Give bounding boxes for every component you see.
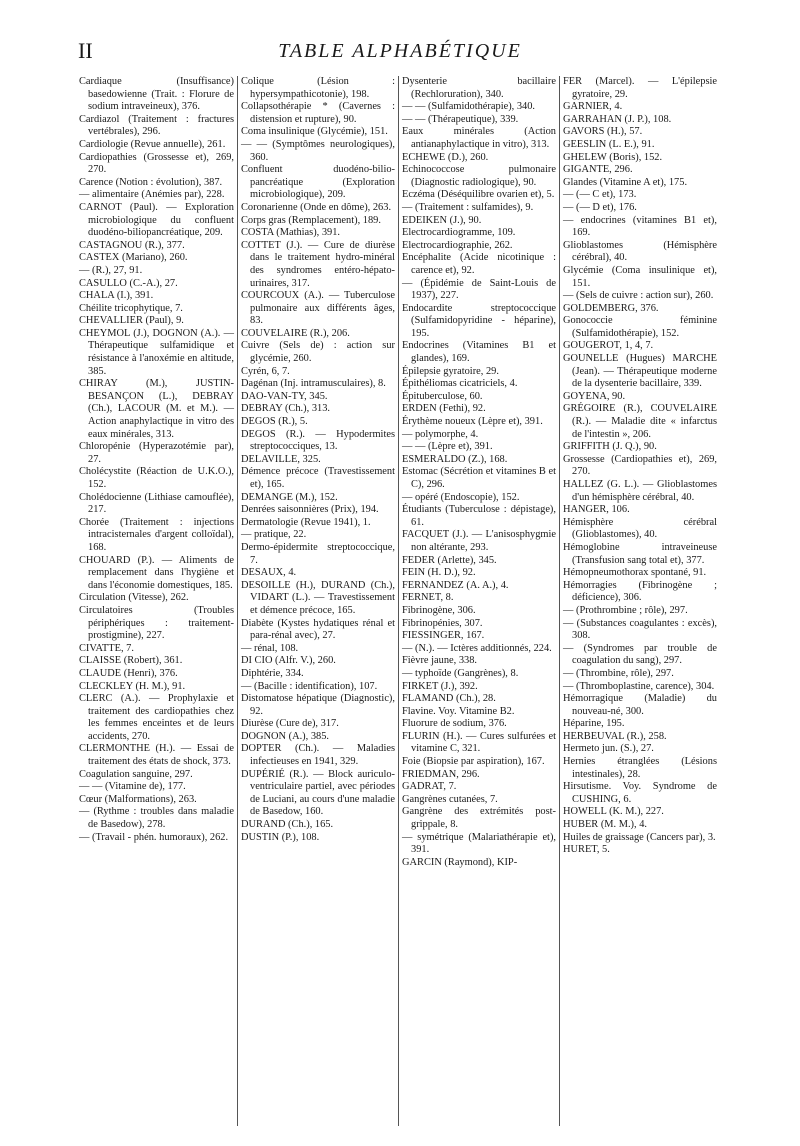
index-entry: FER (Marcel). — L'épilepsie gyratoire, 29.	[563, 76, 717, 100]
index-entry: CLECKLEY (H. M.), 91.	[79, 680, 186, 692]
index-entry: — — (Vitamine de), 177.	[79, 781, 186, 793]
index-entry: CHALA (I.), 391.	[79, 290, 154, 302]
index-entry: CHEVALLIER (Paul), 9.	[79, 315, 184, 327]
index-entry: Coma insulinique (Glycémie), 151.	[241, 126, 388, 138]
index-entry: FERNANDEZ (A. A.), 4.	[402, 579, 509, 591]
index-entry: — polymorphe, 4.	[402, 428, 479, 440]
index-entry: Flavine. Voy. Vitamine B2.	[402, 705, 515, 717]
index-entry: Étudiants (Tuberculose : dépistage), 61.	[402, 504, 556, 528]
index-entry: — (N.). — Ictères additionnés, 224.	[402, 642, 552, 654]
index-entry: Coagulation sanguine, 297.	[79, 768, 193, 780]
index-entry: HURET, 5.	[563, 844, 610, 856]
index-entry: — — (Lèpre et), 391.	[402, 441, 493, 453]
index-entry: CHEYMOL (J.), DOGNON (A.). — Thérapeutique sulfamidique et résistance à l'anoxémie en altitude, 385.	[79, 327, 234, 377]
index-entry: Héparine, 195.	[563, 718, 625, 730]
index-entry: — (— D et), 176.	[563, 201, 637, 213]
index-entry: Circulatoires (Troubles périphériques : traitement-prostigmine), 227.	[79, 604, 234, 642]
index-entry: — — (Thérapeutique), 339.	[402, 113, 519, 125]
index-entry: GARRAHAN (J. P.), 108.	[563, 113, 672, 125]
index-entry: CHOUARD (P.). — Aliments de remplacement dans l'hygiène et dans l'économie domestiques, 185.	[79, 554, 234, 591]
index-entry: Cyrén, 6, 7.	[241, 365, 290, 377]
index-entry: HANGER, 106.	[563, 504, 630, 516]
index-entry: Hirsutisme. Voy. Syndrome de CUSHING, 6.	[563, 781, 717, 805]
index-entry: — rénal, 108.	[241, 642, 299, 654]
index-entry: Diabète (Kystes hydatiques rénal et para-rénal avec), 27.	[241, 617, 395, 642]
index-entry: Dysenterie bacillaire (Rechloruration), 340.	[402, 76, 556, 100]
index-entry: GAVORS (H.), 57.	[563, 126, 643, 138]
index-entry: Dagénan (Inj. intramusculaires), 8.	[241, 378, 386, 390]
index-entry: — pratique, 22.	[241, 529, 307, 541]
index-entry: Foie (Biopsie par aspiration), 167.	[402, 756, 545, 768]
index-entry: Hémisphère cérébral (Glioblastomes), 40.	[563, 516, 717, 541]
index-entry: DESAUX, 4.	[241, 567, 297, 579]
index-entry: CASTAGNOU (R.), 377.	[79, 239, 185, 251]
index-entry: DI CIO (Alfr. V.), 260.	[241, 655, 336, 667]
index-entry: Carence (Notion : évolution), 387.	[79, 176, 223, 188]
index-entry: Hermeto jun. (S.), 27.	[563, 743, 654, 755]
index-entry: Chéilite tricophytique, 7.	[79, 302, 183, 314]
index-entry: Cholédocienne (Lithiase camouflée), 217.	[79, 491, 234, 516]
index-entry: Estomac (Sécrétion et vitamines B et C), 296.	[402, 466, 556, 490]
index-entry: Épilepsie gyratoire, 29.	[402, 365, 499, 377]
index-entry: Fibrinopénies, 307.	[402, 617, 483, 629]
index-entry: Denrées saisonnières (Prix), 194.	[241, 504, 379, 516]
index-entry: — (Traitement : sulfamides), 9.	[402, 201, 534, 213]
index-entry: CASTEX (Mariano), 260.	[79, 252, 188, 264]
index-entry: Cardiazol (Traitement : fractures vertébrales), 296.	[79, 113, 234, 138]
index-entry: — (R.), 27, 91.	[79, 264, 143, 276]
index-entry: — (Substances coagulantes : excès), 308.	[563, 617, 717, 642]
index-entry: — (Prothrombine ; rôle), 297.	[563, 604, 688, 616]
index-entry: Huiles de graissage (Cancers par), 3.	[563, 831, 716, 843]
index-entry: FRIEDMAN, 296.	[402, 768, 480, 780]
index-entry: — alimentaire (Anémies par), 228.	[79, 189, 225, 201]
index-entry: Fluorure de sodium, 376.	[402, 718, 507, 730]
index-entry: Electrocardiogramme, 109.	[402, 227, 516, 239]
index-entry: Érythème noueux (Lèpre et), 391.	[402, 416, 543, 428]
index-entry: Hémoglobine intraveineuse (Transfusion sang total et), 377.	[563, 541, 717, 566]
index-entry: FIESSINGER, 167.	[402, 630, 485, 642]
index-entry: DAO-VAN-TY, 345.	[241, 390, 328, 402]
index-entry: Cardiologie (Revue annuelle), 261.	[79, 138, 226, 150]
index-entry: — endocrines (vitamines B1 et), 169.	[563, 214, 717, 239]
index-entry: — (Travail - phén. humoraux), 262.	[79, 831, 229, 843]
index-entry: — typhoïde (Gangrènes), 8.	[402, 667, 519, 679]
index-entry: — — (Symptômes neurologiques), 360.	[241, 138, 395, 163]
index-entry: FLURIN (H.). — Cures sulfurées et vitamine C, 321.	[402, 730, 556, 755]
index-entry: DEMANGE (M.), 152.	[241, 491, 338, 503]
index-entry: — (Syndromes par trouble de coagulation du sang), 297.	[563, 642, 717, 667]
index-entry: HOWELL (K. M.), 227.	[563, 806, 664, 818]
index-entry: Chloropénie (Hyperazotémie par), 27.	[79, 441, 234, 465]
index-entry: GRÉGOIRE (R.), COUVELAIRE (R.). — Maladie dite « infarctus de l'intestin », 206.	[563, 403, 717, 440]
index-entry: EDEIKEN (J.), 90.	[402, 214, 482, 226]
index-entry: FERNET, 8.	[402, 592, 454, 604]
index-entry: Gangrènes cutanées, 7.	[402, 793, 498, 805]
index-entry: FACQUET (J.). — L'anisosphygmie non altérante, 293.	[402, 529, 556, 553]
index-entry: FLAMAND (Ch.), 28.	[402, 693, 496, 705]
index-entry: CLAISSE (Robert), 361.	[79, 655, 183, 667]
index-entry: Encéphalite (Acide nicotinique : carence et), 92.	[402, 252, 556, 276]
index-entry: CLERMONTHE (H.). — Essai de traitement des états de shock, 373.	[79, 743, 234, 768]
index-entry: Épituberculose, 60.	[402, 390, 483, 402]
index-entry: DEBRAY (Ch.), 313.	[241, 403, 330, 415]
index-entry: DESOILLE (H.), DURAND (Ch.), VIDART (L.). — Travestissement et démence précoce, 165.	[241, 579, 395, 616]
index-entry: HUBER (M. M.), 4.	[563, 819, 647, 831]
index-entry: Glandes (Vitamine A et), 175.	[563, 176, 688, 188]
index-entry: Cuivre (Sels de) : action sur glycémie, 260.	[241, 340, 395, 365]
index-entry: CLAUDE (Henri), 376.	[79, 667, 178, 679]
index-entry: DURAND (Ch.), 165.	[241, 819, 334, 831]
index-entry: Cœur (Malformations), 263.	[79, 793, 197, 805]
index-entry: Eczéma (Déséquilibre ovarien et), 5.	[402, 189, 555, 201]
index-entry: Confluent duodéno-bilio-pancréatique (Exploration microbiologique), 209.	[241, 164, 395, 201]
index-entry: GEESLIN (L. E.), 91.	[563, 138, 655, 150]
index-entry: Hémorragique (Maladie) du nouveau-né, 300.	[563, 693, 717, 717]
index-column-2	[237, 76, 398, 1126]
index-entry: Circulation (Vitesse), 262.	[79, 592, 189, 604]
index-entry: COUVELAIRE (R.), 206.	[241, 327, 350, 339]
index-entry: Coronarienne (Onde en dôme), 263.	[241, 201, 392, 213]
index-entry: Épithéliomas cicatriciels, 4.	[402, 378, 518, 390]
index-entry: CASULLO (C.-A.), 27.	[79, 277, 178, 289]
index-entry: COURCOUX (A.). — Tuberculose pulmonaire aux différents âges, 83.	[241, 290, 395, 327]
index-entry: CLERC (A.). — Prophylaxie et traitement des cardiopathies chez les femmes enceintes et de leurs accidents, 270.	[79, 693, 234, 742]
index-entry: Endocrines (Vitamines B1 et glandes), 169.	[402, 340, 556, 365]
index-entry: Cholécystite (Réaction de U.K.O.), 152.	[79, 466, 234, 490]
index-entry: Fibrinogène, 306.	[402, 604, 476, 616]
index-column-3	[398, 76, 559, 1126]
index-entry: Endocardite streptococcique (Sulfamidopyridine - héparine), 195.	[402, 302, 556, 339]
index-entry: ECHEWE (D.), 260.	[402, 151, 489, 163]
index-entry: — symétrique (Malariathérapie et), 391.	[402, 831, 556, 856]
index-entry: — opéré (Endoscopie), 152.	[402, 491, 520, 503]
index-entry: DOGNON (A.), 385.	[241, 730, 330, 742]
index-entry: Chorée (Traitement : injections intracisternales d'argent colloïdal), 168.	[79, 516, 234, 553]
index-entry: Hémorragies (Fibrinogène ; déficience), 306.	[563, 579, 717, 604]
index-entry: DUPÉRIÉ (R.). — Block auriculo-ventriculaire partiel, avec périodes de Luciani, au cours d'une maladie de Basedow, 160.	[241, 768, 395, 818]
index-entry: DOPTER (Ch.). — Maladies infectieuses en 1941, 329.	[241, 743, 395, 768]
index-entry: Dermatologie (Revue 1941), 1.	[241, 516, 371, 528]
index-entry: DUSTIN (P.), 108.	[241, 831, 320, 843]
page-number: II	[78, 38, 93, 63]
index-entry: ESMERALDO (Z.), 168.	[402, 453, 508, 465]
index-column-4	[559, 76, 720, 1126]
index-entry: Dermo-épidermite streptococcique, 7.	[241, 541, 395, 566]
index-entry: — (— C et), 173.	[563, 189, 637, 201]
index-entry: Distomatose hépatique (Diagnostic), 92.	[241, 693, 395, 717]
index-entry: Glycémie (Coma insulinique et), 151.	[563, 264, 717, 289]
index-entry: DEGOS (R.). — Hypodermites streptococciques, 13.	[241, 428, 395, 453]
index-entry: FEIN (H. D.), 92.	[402, 567, 476, 579]
index-entry: Eaux minérales (Action antianaphylactique in vitro), 313.	[402, 126, 556, 150]
index-entry: Hernies étranglées (Lésions intestinales), 28.	[563, 756, 717, 780]
index-entry: CHIRAY (M.), JUSTIN-BESANÇON (L.), DEBRAY (Ch.), LACOUR (M. et M.). — Action anaphylactique in vitro des eaux minérales, 313.	[79, 378, 234, 440]
index-entry: GARNIER, 4.	[563, 101, 623, 113]
index-entry: FEDER (Arlette), 345.	[402, 554, 497, 566]
index-entry: — (Sels de cuivre : action sur), 260.	[563, 290, 714, 302]
index-entry: GIGANTE, 296.	[563, 164, 633, 176]
index-entry: DEGOS (R.), 5.	[241, 416, 308, 428]
index-entry: Electrocardiographie, 262.	[402, 239, 513, 251]
index-entry: Hémopneumothorax spontané, 91.	[563, 567, 707, 579]
index-entry: COTTET (J.). — Cure de diurèse dans le traitement hydro-minéral des syndromes entéro-hépato-urinaires, 317.	[241, 239, 395, 289]
index-entry: Démence précoce (Travestissement et), 165.	[241, 466, 395, 490]
index-entry: GOUGEROT, 1, 4, 7.	[563, 340, 654, 352]
index-entry: Corps gras (Remplacement), 189.	[241, 214, 381, 226]
index-entry: GARCIN (Raymond), KIP-	[402, 856, 518, 868]
index-entry: GOYENA, 90.	[563, 390, 626, 402]
index-entry: CIVATTE, 7.	[79, 642, 134, 654]
index-entry: GRIFFITH (J. Q.), 90.	[563, 441, 657, 453]
index-entry: GOUNELLE (Hugues) MARCHE (Jean). — Thérapeutique moderne de la dysenterie bacillaire, 339.	[563, 353, 717, 390]
index-entry: Gangrène des extrémités post-grippale, 8.	[402, 806, 556, 831]
index-entry: GADRAT, 7.	[402, 781, 457, 793]
index-column-1	[76, 76, 237, 1126]
index-entry: CARNOT (Paul). — Exploration microbiologique du confluent duodéno-biliopancréatique, 209.	[79, 201, 234, 239]
index-entry: ERDEN (Fethi), 92.	[402, 403, 486, 415]
page-header	[0, 38, 800, 68]
index-entry: Collapsothérapie * (Cavernes : distension et rupture), 90.	[241, 101, 395, 125]
index-entry: HERBEUVAL (R.), 258.	[563, 730, 667, 742]
index-columns	[76, 76, 722, 1126]
index-entry: GHELEW (Boris), 152.	[563, 151, 663, 163]
index-entry: COSTA (Mathias), 391.	[241, 227, 341, 239]
running-title: TABLE ALPHABÉTIQUE	[278, 40, 522, 62]
index-entry: Fièvre jaune, 338.	[402, 655, 478, 667]
index-entry: — (Bacille : identification), 107.	[241, 680, 378, 692]
index-entry: DELAVILLE, 325.	[241, 453, 321, 465]
index-entry: — — (Sulfamidothérapie), 340.	[402, 101, 536, 113]
index-entry: — (Rythme : troubles dans maladie de Basedow), 278.	[79, 806, 234, 831]
index-entry: GOLDEMBERG, 376.	[563, 302, 659, 314]
index-entry: Cardiaque (Insuffisance) basedowienne (Trait. : Florure de sodium intraveineux), 376.	[79, 76, 234, 113]
index-entry: Diphtérie, 334.	[241, 667, 304, 679]
index-entry: — (Thromboplastine, carence), 304.	[563, 680, 715, 692]
index-entry: HALLEZ (G. L.). — Glioblastomes d'un hémisphère cérébral, 40.	[563, 479, 717, 503]
index-entry: Gonococcie féminine (Sulfamidothérapie), 152.	[563, 315, 717, 339]
index-entry: Diurèse (Cure de), 317.	[241, 718, 339, 730]
index-entry: FIRKET (J.), 392.	[402, 680, 478, 692]
index-entry: Echinococcose pulmonaire (Diagnostic radiologique), 90.	[402, 164, 556, 188]
index-entry: Cardiopathies (Grossesse et), 269, 270.	[79, 151, 234, 176]
index-entry: — (Thrombine, rôle), 297.	[563, 667, 674, 679]
index-entry: — (Épidémie de Saint-Louis de 1937), 227.	[402, 277, 556, 302]
index-entry: Grossesse (Cardiopathies et), 269, 270.	[563, 453, 717, 478]
index-entry: Colique (Lésion : hypersympathicotonie), 198.	[241, 76, 395, 100]
index-entry: Glioblastomes (Hémisphère cérébral), 40.	[563, 239, 717, 264]
